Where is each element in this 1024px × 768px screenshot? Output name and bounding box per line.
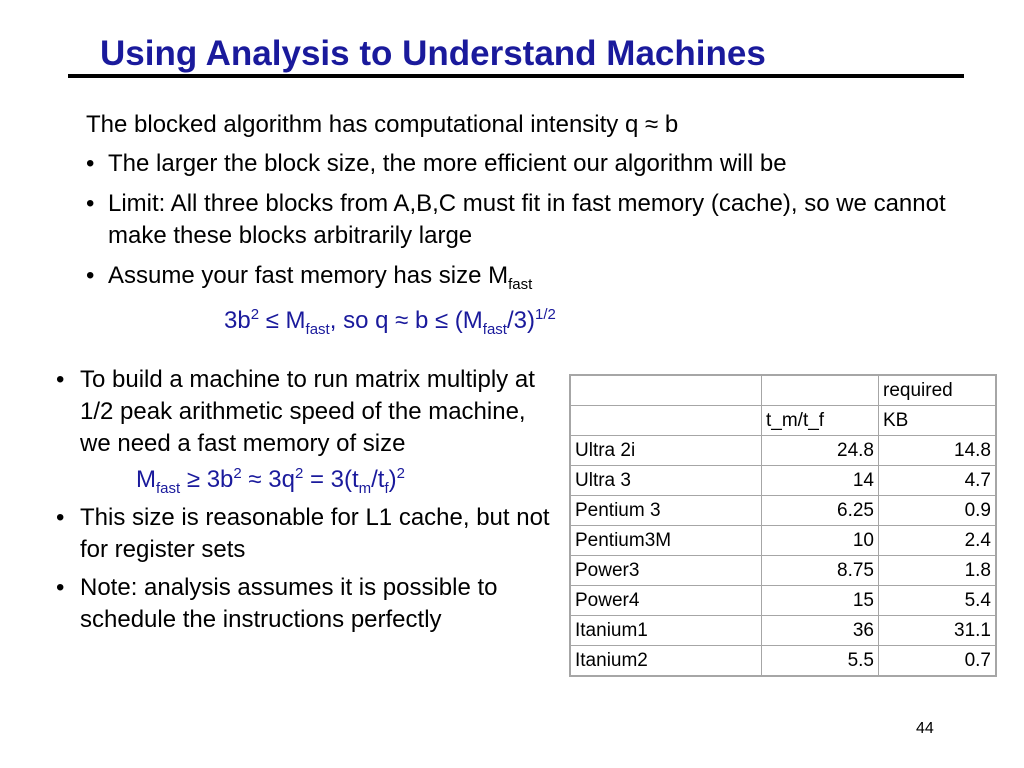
slide-title: Using Analysis to Understand Machines [100,34,766,73]
table-row [570,436,996,466]
top-bullet-list [86,148,996,300]
ratio-cell: 8.75 [762,556,879,586]
page-number: 44 [916,720,934,737]
bullet-marker: • [86,190,95,217]
table-header-cell: required [879,375,997,406]
table-row [570,526,996,556]
bullet-marker: • [86,150,95,177]
kb-cell: 14.8 [879,436,997,466]
machine-name-cell: Pentium 3 [570,496,762,526]
table-row [570,556,996,586]
kb-cell: 31.1 [879,616,997,646]
bullet-marker: • [86,262,95,289]
bullet-item [56,364,556,496]
superscript: 1/2 [534,306,556,323]
table-row [570,496,996,526]
formula-part: , so q ≈ b ≤ (M [329,307,483,334]
superscript: 2 [250,306,260,323]
bullet-item [86,188,996,252]
table-header-cell [570,406,762,436]
formula-part: ≈ 3q [241,466,295,493]
table-row [570,646,996,677]
machine-cache-table [569,374,997,677]
left-bullet-list [56,364,556,636]
table-header-row [570,406,996,436]
subscript: fast [482,320,507,338]
table-header-cell: KB [879,406,997,436]
superscript: 2 [233,465,242,482]
ratio-cell: 10 [762,526,879,556]
bullet-item [86,148,996,180]
machine-name-cell: Pentium3M [570,526,762,556]
table-row [570,586,996,616]
ratio-cell: 24.8 [762,436,879,466]
formula-part: ) [388,466,397,493]
formula-part: /3) [506,307,535,334]
superscript: 2 [294,465,304,482]
bullet-marker: • [56,504,65,531]
machine-name-cell: Power3 [570,556,762,586]
bullet-item [56,502,556,566]
machine-name-cell: Ultra 2i [570,436,762,466]
machine-name-cell: Ultra 3 [570,466,762,496]
formula-part: = 3(t [303,466,359,493]
ratio-cell: 5.5 [762,646,879,677]
table-header-cell [570,375,762,406]
subscript: fast [305,320,330,338]
table-row [570,466,996,496]
kb-cell: 4.7 [879,466,997,496]
formula-part: /t [371,466,385,493]
bullet-text: To build a machine to run matrix multiply at 1/2 peak arithmetic speed of the machine, we need a fast memory of size [80,366,535,457]
kb-cell: 0.7 [879,646,997,677]
bullet-item [86,260,996,292]
ratio-cell: 14 [762,466,879,496]
bullet-marker: • [56,366,65,393]
table-row [570,616,996,646]
ratio-cell: 15 [762,586,879,616]
machine-name-cell: Itanium1 [570,616,762,646]
bullet-text: Limit: All three blocks from A,B,C must fit in fast memory (cache), so we cannot make these blocks arbitrarily large [108,190,946,249]
machine-name-cell: Power4 [570,586,762,616]
kb-cell: 2.4 [879,526,997,556]
subscript: m [358,479,372,497]
formula-part: ≤ M [259,307,306,334]
kb-cell: 0.9 [879,496,997,526]
kb-cell: 1.8 [879,556,997,586]
kb-cell: 5.4 [879,586,997,616]
subscript: fast [508,275,533,293]
memory-size-formula [80,464,556,496]
bullet-item [56,572,556,636]
subscript: f [384,479,389,497]
table-header-row [570,375,996,406]
bullet-text: Note: analysis assumes it is possible to schedule the instructions perfectly [80,574,498,633]
superscript: 2 [396,465,405,482]
ratio-cell: 6.25 [762,496,879,526]
bullet-marker: • [56,574,65,601]
title-underline [68,74,964,78]
ratio-cell: 36 [762,616,879,646]
bullet-text: Assume your fast memory has size M [108,262,509,289]
bullet-text: The larger the block size, the more efficient our algorithm will be [108,150,787,177]
subscript: fast [156,479,181,497]
formula-part: ≥ 3b [180,466,234,493]
formula-part: 3b [224,307,251,334]
lead-text: The blocked algorithm has computational intensity q ≈ b [86,111,679,138]
block-size-formula [224,304,556,338]
table-header-cell: t_m/t_f [762,406,879,436]
formula-part: M [136,466,156,493]
table-header-cell [762,375,879,406]
bullet-text: This size is reasonable for L1 cache, but not for register sets [80,504,550,563]
machine-name-cell: Itanium2 [570,646,762,677]
